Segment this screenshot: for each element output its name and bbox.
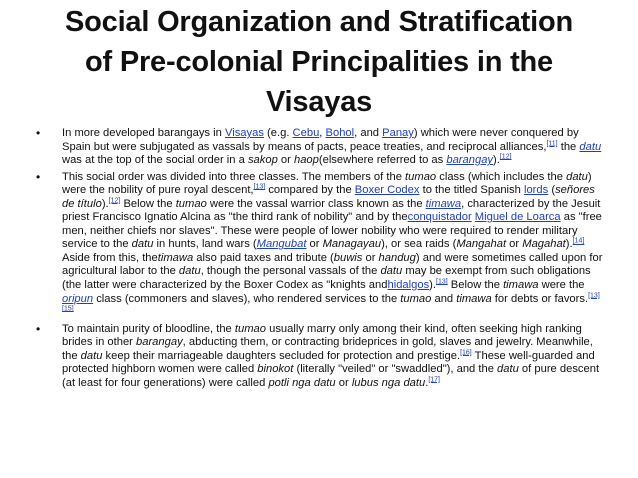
citation-link[interactable]: [13] [436,278,448,286]
text-run: Below the [120,197,176,210]
inline-link[interactable]: datu [579,140,602,153]
citation-link[interactable]: [14] [572,237,585,245]
text-run: In more developed barangays in [62,127,225,139]
text-run: of pure descent (at least for four generations) were called [62,363,600,389]
text-run: ). [101,197,109,210]
text-run: class (which includes the [436,170,567,183]
bullet-icon: • [36,126,41,140]
text-run: were the vassal warrior class known as the [206,197,426,210]
text-run: , abducting them, or contracting brideprices in gold, slaves and jewelry. Meanwhile, the [62,336,593,362]
text-run: ) which were never conquered by Spain but were subjugated as vassals by means of pacts, peace treaties, and reciprocal alliances, [62,127,579,153]
inline-link[interactable]: Miguel de Loarca [474,211,561,224]
citation-link[interactable]: [13] [253,183,266,191]
text-run: , characterized by the Jesuit priest Francisco Ignatio Alcina as "the third rank of nobility" and by the [62,197,601,224]
text-run: compared by the [265,184,355,197]
text-run: Mangahat [456,238,507,251]
inline-link[interactable]: hidalgos [387,279,430,292]
text-run: These well-guarded and protected highborn women were called [62,349,595,376]
text-run: class (commoners and slaves), who rendered services to the [93,292,401,305]
text-run: usually marry only among their kind, often seeking high ranking brides in other [62,322,582,349]
text-run: sakop [247,154,278,167]
text-run: may be exempt from such obligations (the latter were characterized by the Boxer Codex as "knights and [62,265,591,292]
inline-link[interactable]: oripun [62,292,94,305]
text-run: (e.g. [263,127,293,139]
bullet-list [36,127,604,393]
bullet-icon: • [36,321,41,336]
text-run: tumao [175,197,207,210]
text-run: the [557,140,580,153]
inline-link[interactable]: Bohol [325,127,355,139]
citation-link[interactable]: [12] [108,197,121,204]
citation-link[interactable]: [17] [428,376,441,384]
text-run: binokot [257,363,294,376]
bullet-text [62,171,602,318]
text-run: ) and were sometimes called upon for agricultural labor to the [62,251,603,278]
text-run: timawa [157,251,194,264]
text-run: datu [178,265,201,278]
text-run: Below the [447,279,504,292]
text-run: datu [566,170,588,183]
bullet-icon: • [36,169,41,184]
inline-link[interactable]: timawa [425,197,462,210]
text-run: or [277,154,294,167]
text-run: barangay [136,336,183,349]
slide-title [20,2,618,122]
bullet-item-1 [36,127,604,168]
bullet-text [62,323,599,389]
inline-link[interactable]: Panay [382,127,414,139]
text-run: or [362,251,379,264]
text-run: . [425,376,429,389]
text-run: , though the personal vassals of the [200,265,381,278]
text-run: datu [380,265,403,278]
bullet-item-2 [36,171,604,320]
text-run: (literally "veiled" or "swaddled"), and the [293,363,498,376]
text-run: ). [493,154,500,167]
citation-link[interactable]: [13][15] [62,291,600,313]
inline-link[interactable]: lords [523,184,549,197]
text-run: tumao [234,322,266,335]
text-run: , and [354,127,383,139]
inline-link[interactable]: barangay [446,154,494,167]
text-run: handug [378,251,416,264]
text-run: ). [429,279,437,292]
citation-link[interactable]: [16] [460,349,472,357]
citation-link[interactable]: [11] [546,139,558,147]
text-run: ( [548,184,556,197]
text-run: keep their marriageable daughters secluded for protection and prestige. [102,349,461,362]
inline-link[interactable]: Visayas [224,127,264,139]
text-run: was at the top of the social order in a [62,154,248,167]
citation-link[interactable]: [12] [499,153,512,161]
text-run: , [319,127,326,139]
text-run: or [335,376,352,389]
text-run: also paid taxes and tribute ( [193,251,334,264]
text-run: to the titled Spanish [419,184,524,197]
text-run: were the [538,279,585,292]
text-run: Magahat [522,238,566,251]
text-run: potli nga datu [268,376,336,389]
text-run: and [431,292,457,305]
text-run: timawa [503,279,539,292]
text-run: timawa [456,292,492,305]
text-run: haop [293,154,319,167]
title-line-2: of Pre-colonial Principalities in the [85,46,553,78]
text-run: datu [80,349,103,362]
text-run: tumao [400,292,432,305]
text-run: tumao [405,170,437,183]
inline-link[interactable]: Cebu [292,127,320,139]
inline-link[interactable]: Boxer Codex [354,184,420,197]
text-run: or [506,238,523,251]
inline-link[interactable]: conquistador [407,211,472,224]
text-run: or [306,238,323,251]
text-run: ) were the nobility of pure royal descent, [62,170,592,197]
bullet-item-3 [36,323,604,391]
bullet-text [62,127,601,166]
text-run: Aside from this, the [62,251,158,264]
text-run: To maintain purity of bloodline, the [62,322,235,335]
text-run: buwis [333,251,363,264]
text-run: (elsewhere referred to as [318,154,447,167]
text-run: ). [565,238,573,251]
text-run: datu [131,238,154,251]
text-run: lubus nga datu [351,376,426,389]
text-run: datu [497,363,519,376]
text-run: This social order was divided into three classes. The members of the [62,170,406,183]
title-line-1: Social Organization and Stratification [64,6,574,38]
title-line-3: Visayas [265,86,373,118]
inline-link[interactable]: Mangubat [256,238,307,251]
text-run: Managayau [322,238,382,251]
text-run: for debts or favors. [491,292,589,305]
text-run: ), or sea raids ( [381,238,457,251]
text-run: señores de título [62,184,595,210]
text-run: as "free men, neither chiefs nor slaves". These were people of lower nobility who were required to render military service to the [62,211,602,251]
text-run: in hunts, land wars ( [153,238,257,251]
